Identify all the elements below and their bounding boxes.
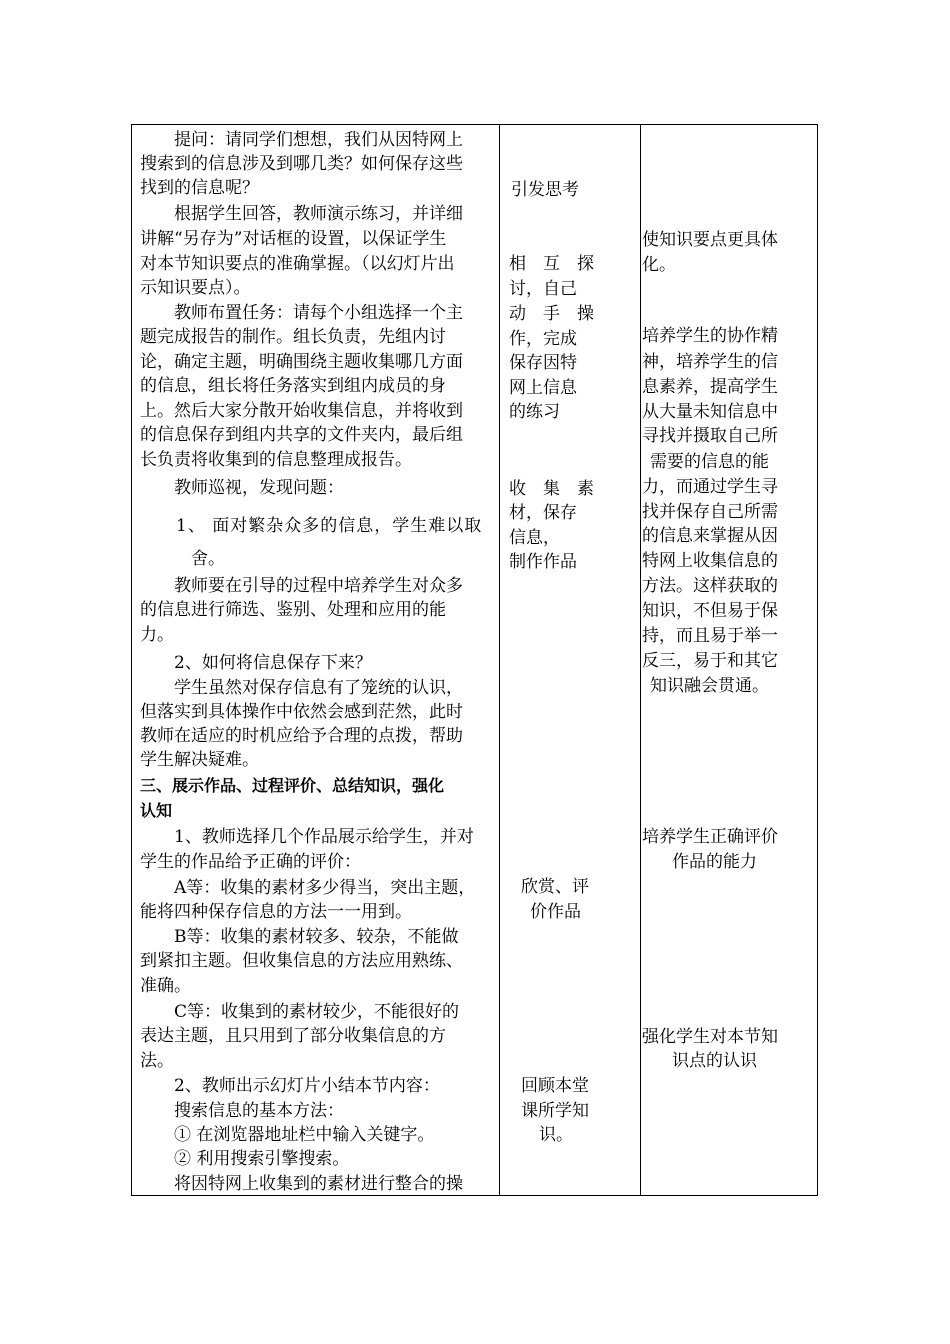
text-line: 力，而通过学生寻	[642, 477, 778, 497]
text-line: 动 手 操	[509, 304, 594, 324]
text-line: 找到的信息呢？	[140, 178, 259, 198]
text-line: A等：收集的素材多少得当，突出主题，	[140, 878, 476, 898]
text-line: 舍。	[140, 549, 225, 569]
text-line: 作，完成	[509, 329, 577, 349]
list-item: 2、教师出示幻灯片小结本节内容：	[140, 1076, 440, 1096]
text-line: 保存因特	[509, 353, 577, 373]
text-line: 的信息保存到组内共享的文件夹内，最后组	[140, 425, 463, 445]
text-line: 制作作品	[509, 552, 577, 572]
text-line: 准确。	[140, 976, 191, 996]
text-line: 识。	[539, 1125, 573, 1145]
text-line: 回顾本堂	[521, 1076, 589, 1096]
text-line: 特网上收集信息的	[642, 551, 778, 571]
text-line: 教师在适应的时机应给予合理的点拨，帮助	[140, 726, 463, 746]
text-line: 价作品	[530, 902, 581, 922]
text-line: 化。	[642, 255, 676, 275]
text-line: 长负责将收集到的信息整理成报告。	[140, 450, 412, 470]
text-line: 息素养，提高学生	[642, 377, 778, 397]
text-line: 力。	[140, 625, 174, 645]
text-line: 提问：请同学们想想，我们从因特网上	[140, 130, 463, 150]
text-line: 使知识要点更具体	[642, 230, 778, 250]
text-line: 教师要在引导的过程中培养学生对众多	[140, 576, 463, 596]
text-line: 将因特网上收集到的素材进行整合的操	[140, 1174, 463, 1194]
text-line: 找并保存自己所需	[642, 502, 778, 522]
text-line: 学生解决疑难。	[140, 750, 259, 770]
text-line: 课所学知	[521, 1101, 589, 1121]
text-line: 方法。这样获取的	[642, 576, 778, 596]
column-divider-2	[640, 125, 641, 1195]
text-line: 作品的能力	[672, 852, 757, 872]
text-line: 神，培养学生的信	[642, 352, 778, 372]
text-line: 搜索到的信息涉及到哪几类？如何保存这些	[140, 154, 463, 174]
text-line: 相 互 探	[509, 254, 594, 274]
text-line: 根据学生回答，教师演示练习，并详细	[140, 204, 463, 224]
text-line: 知识融会贯通。	[650, 676, 769, 696]
text-line: 论，确定主题，明确围绕主题收集哪几方面	[140, 352, 463, 372]
teaching-process-column	[140, 125, 506, 1195]
text-line: 对本节知识要点的准确掌握。（以幻灯片出	[140, 254, 455, 274]
text-line: 识点的认识	[672, 1051, 757, 1071]
text-line: 示知识要点）。	[140, 278, 251, 298]
text-line: 讨，自己	[509, 279, 577, 299]
text-line: 持，而且易于举一	[642, 626, 778, 646]
text-line: 的信息进行筛选、鉴别、处理和应用的能	[140, 600, 446, 620]
text-line: 上。然后大家分散开始收集信息，并将收到	[140, 401, 463, 421]
text-line: 寻找并摄取自己所	[642, 426, 778, 446]
text-line: 教师巡视，发现问题：	[140, 478, 344, 498]
text-line: 培养学生正确评价	[642, 827, 778, 847]
text-line: 学生的作品给予正确的评价：	[140, 852, 361, 872]
text-line: 但落实到具体操作中依然会感到茫然，此时	[140, 702, 463, 722]
text-line: 的信息，组长将任务落实到组内成员的身	[140, 376, 446, 396]
text-line: 的练习	[509, 402, 560, 422]
text-line: 收 集 素	[509, 479, 594, 499]
text-line: 能将四种保存信息的方法一一用到。	[140, 902, 412, 922]
section-heading: 三、展示作品、过程评价、总结知识，强化	[140, 776, 445, 795]
text-line: 知识，不但易于保	[642, 601, 778, 621]
list-item: ② 利用搜索引擎搜索。	[140, 1149, 350, 1169]
list-item: 1、 面对繁杂众多的信息，学生难以取	[140, 516, 483, 536]
list-item: 1、教师选择几个作品展示给学生，并对	[140, 827, 474, 847]
text-line: 从大量未知信息中	[642, 402, 778, 422]
text-line: 的信息来掌握从因	[642, 526, 778, 546]
text-line: 引发思考	[511, 180, 579, 200]
text-line: 需要的信息的能	[650, 452, 769, 472]
text-line: 培养学生的协作精	[642, 326, 778, 346]
text-line: 信息，	[509, 528, 560, 548]
lesson-plan-table	[131, 124, 818, 1196]
section-heading: 认知	[140, 801, 173, 820]
text-line: 讲解“另存为”对话框的设置，以保证学生	[140, 229, 447, 249]
text-line: 题完成报告的制作。组长负责，先组内讨	[140, 327, 446, 347]
text-line: 法。	[140, 1051, 174, 1071]
student-activity-column	[509, 125, 639, 1195]
text-line: 强化学生对本节知	[642, 1027, 778, 1047]
text-line: B等：收集的素材较多、较杂，不能做	[140, 927, 459, 947]
list-item: 2、如何将信息保存下来？	[140, 653, 372, 673]
text-line: 到紧扣主题。但收集信息的方法应用熟练、	[140, 951, 463, 971]
text-line: 搜索信息的基本方法：	[140, 1101, 344, 1121]
text-line: C等：收集到的素材较少，不能很好的	[140, 1002, 460, 1022]
text-line: 教师布置任务：请每个小组选择一个主	[140, 303, 463, 323]
text-line: 表达主题，且只用到了部分收集信息的方	[140, 1026, 446, 1046]
design-intent-column	[642, 125, 817, 1195]
text-line: 反三，易于和其它	[642, 651, 778, 671]
list-item: ① 在浏览器地址栏中输入关键字。	[140, 1125, 435, 1145]
text-line: 欣赏、评	[521, 877, 589, 897]
text-line: 学生虽然对保存信息有了笼统的认识，	[140, 678, 463, 698]
text-line: 材，保存	[509, 503, 577, 523]
text-line: 网上信息	[509, 378, 577, 398]
